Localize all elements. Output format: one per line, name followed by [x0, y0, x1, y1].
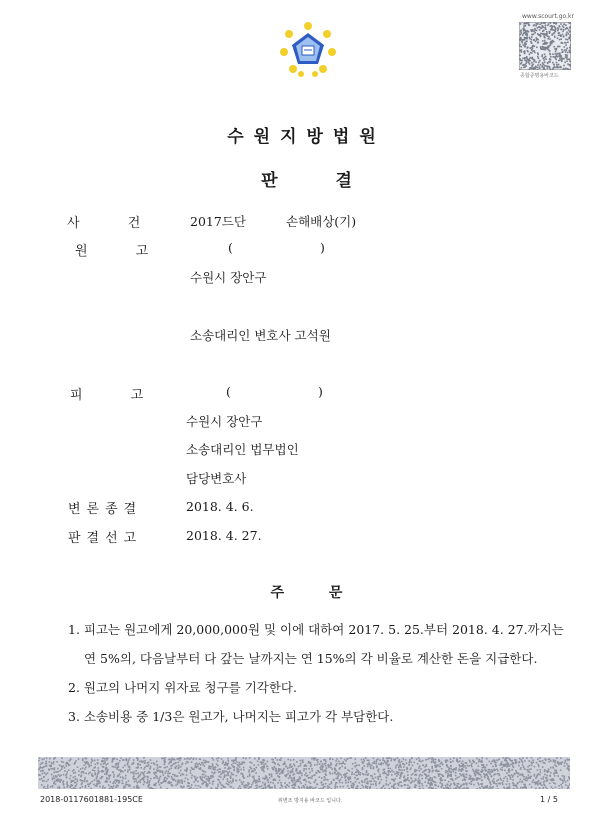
- barcode-note: 위변조 방지용 바코드 입니다.: [278, 798, 343, 804]
- order-item-1-continued: 연 5%의, 다음날부터 다 갚는 날까지는 연 15%의 각 비율로 계산한 돈을 지급한다.: [84, 651, 538, 666]
- hearing-closed-label: 변론종결: [68, 502, 143, 517]
- court-name: 수원지방법원: [227, 127, 386, 147]
- defendant-open-paren: (: [226, 384, 231, 399]
- order-item-2: 2. 원고의 나머지 위자료 청구를 기각한다.: [68, 680, 297, 695]
- hearing-closed-date: 2018. 4. 6.: [186, 499, 254, 514]
- order-item-1: 1. 피고는 원고에게 20,000,000원 및 이에 대하여 2017. 5. 25.부터 2018. 4. 27.까지는: [68, 622, 564, 637]
- defendant-attorney: 소송대리인 법무법인: [186, 442, 299, 457]
- plaintiff-close-paren: ): [320, 240, 325, 255]
- page-number: 1 / 5: [540, 795, 558, 804]
- qr-caption: 종합증명용바코드: [520, 73, 559, 79]
- case-label: 사 건: [67, 216, 141, 231]
- defendant-close-paren: ): [318, 384, 323, 399]
- case-number: 2017드단: [190, 214, 246, 229]
- site-url: www.scourt.go.kr: [522, 13, 574, 20]
- anti-forgery-barcode: [38, 757, 570, 789]
- order-item-3: 3. 소송비용 중 1/3은 원고가, 나머지는 피고가 각 부담한다.: [68, 709, 394, 724]
- document-id: 2018-0117601881-195CE: [40, 795, 143, 804]
- document-title: 판 결: [261, 171, 352, 191]
- verification-qr-code: [519, 22, 571, 70]
- plaintiff-open-paren: (: [228, 240, 233, 255]
- judgment-date-label: 판결선고: [68, 531, 143, 546]
- plaintiff-attorney: 소송대리인 변호사 고석원: [190, 328, 331, 343]
- judgment-date: 2018. 4. 27.: [186, 528, 262, 543]
- defendant-label: 피 고: [70, 388, 144, 403]
- court-emblem-icon: [279, 20, 337, 78]
- plaintiff-label: 원 고: [75, 244, 149, 259]
- defendant-lawyer: 담당변호사: [186, 471, 247, 486]
- case-name: 손해배상(기): [286, 214, 357, 229]
- order-title: 주 문: [270, 585, 343, 601]
- plaintiff-address: 수원시 장안구: [190, 270, 267, 285]
- defendant-address: 수원시 장안구: [186, 414, 263, 429]
